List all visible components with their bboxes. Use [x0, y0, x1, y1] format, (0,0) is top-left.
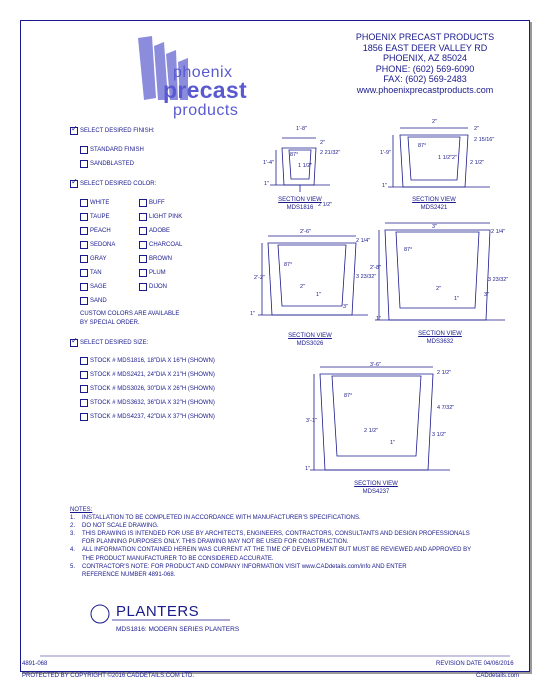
color-sand-label: SAND [90, 298, 107, 304]
color-adobe-label: ADOBE [149, 228, 171, 234]
mds4237-code: MDS4237 [362, 488, 390, 495]
mds3632-rim-dim: 2 1/4" [491, 229, 506, 235]
note-text: FOR PLANNING PURPOSES ONLY. THIS DRAWING MAY NOT BE USED FOR CONSTRUCTION. [82, 539, 349, 546]
mds3026-base2-dim: 3" [343, 304, 349, 310]
company-website[interactable]: www.phoenixprecastproducts.com [356, 84, 494, 95]
color-dijon-label: DIJON [149, 284, 167, 290]
size-mds1816-label: STOCK # MDS1816, 18"DIA X 16"H (SHOWN) [90, 358, 215, 364]
note-text: THIS DRAWING IS INTENDED FOR USE BY ARCHITECTS, ENGINEERS, CONTRACTORS, CONSULTANTS AND DESIGN PROFESSIONALS [82, 531, 470, 538]
mds4237-bottom-dim: 1" [305, 466, 311, 472]
finish-standard-label: STANDARD FINISH [90, 147, 144, 153]
logo-text-precast: precast [163, 77, 247, 103]
mds3026-planter-inner [278, 245, 346, 306]
mds3632-planter-outline [385, 230, 490, 320]
caddetails-link[interactable]: CADdetails.com [476, 673, 520, 679]
mds4237-rim-dim: 2 1/2" [437, 370, 452, 376]
mds3632-height-dim: 2'-8" [370, 265, 381, 271]
color-charcoal-label: CHARCOAL [149, 242, 183, 248]
page-title: PLANTERS [116, 603, 200, 620]
note-4 [70, 546, 471, 554]
mds3632-section-label: SECTION VIEW [418, 331, 462, 337]
custom-colors-note-2: BY SPECIAL ORDER. [80, 320, 140, 326]
note-number: 4. [70, 547, 76, 554]
mds3632-top-dim: 3" [432, 224, 438, 230]
note-text: ALL INFORMATION CONTAINED HEREIN WAS CURRENT AT THE TIME OF DEVELOPMENT BUT MUST BE REVIEWED AND APPROVED BY [82, 547, 472, 554]
mds4237-base-dim: 1" [390, 440, 396, 446]
mds2421-top-dim: 2" [432, 119, 438, 125]
mds3632-angle: 87° [404, 247, 413, 253]
mds4237-caption [346, 481, 406, 496]
mds4237-planter-inner [332, 376, 421, 456]
mds3026-height-dim: 2'-2" [254, 275, 265, 281]
note-number: 5. [70, 563, 76, 570]
color-peach-label: PEACH [90, 228, 111, 234]
note-text: THE PRODUCT MANUFACTURER TO BE CONSIDERED ACCURATE. [82, 555, 274, 562]
mds2421-inner-dim: 1 1/2" [438, 155, 453, 161]
size-mds4237-label: STOCK # MDS4237, 42"DIA X 37"H (SHOWN) [90, 414, 215, 420]
mds3632-code: MDS3632 [426, 338, 454, 345]
mds2421-caption [404, 197, 464, 212]
mds4237-base2-dim: 3 1/2" [432, 432, 447, 438]
copyright-text: PROTECTED BY COPYRIGHT ©2016 CADDETAILS.COM LTD. [22, 673, 195, 679]
size-heading: SELECT DESIRED SIZE: [80, 340, 149, 346]
mds3026-inner-dim: 2" [300, 284, 306, 290]
mds3632-caption [410, 331, 470, 346]
notes-block [70, 506, 471, 579]
mds4237-angle: 87° [344, 393, 353, 399]
mds2421-base-dim: 2" [452, 155, 458, 161]
mds1816-inner-dim: 1 1/2" [298, 163, 313, 169]
mds4237-height-dim: 3'-1" [306, 418, 317, 424]
size-mds3026-label: STOCK # MDS3026, 30"DIA X 26"H (SHOWN) [90, 386, 215, 392]
mds2421-base2-dim: 2 1/2" [470, 160, 485, 166]
color-sage-label: SAGE [90, 284, 107, 290]
mds3026-code: MDS3026 [296, 340, 324, 347]
note-3-cont [70, 538, 471, 546]
mds1816-caption [270, 197, 333, 212]
mds4237-depth-dim: 4 7/32" [437, 405, 455, 411]
revision-date: REVISION DATE 04/06/2016 [436, 661, 514, 667]
mds1816-base2-dim: 2 1/2" [318, 202, 333, 208]
mds1816-depth-dim: 2 21/32" [320, 150, 341, 156]
mds1816-code: MDS1816 [286, 204, 314, 211]
company-fax: FAX: (602) 569-2483 [383, 74, 467, 84]
mds1816-height-dim: 1'-4" [263, 160, 274, 166]
mds3632-depth-dim: 3 23/32" [488, 277, 509, 283]
mds3026-depth-dim: 3 23/32" [356, 274, 377, 280]
note-text: CONTRACTOR'S NOTE: FOR PRODUCT AND COMPANY INFORMATION VISIT www.CADdetails.com/info AND ENTER [82, 563, 407, 570]
mds2421-planter-outline [400, 135, 468, 187]
mds3632-bottom-dim: 1" [376, 316, 382, 322]
size-mds3632-label: STOCK # MDS3632, 36"DIA X 32"H (SHOWN) [90, 400, 215, 406]
mds3632-base2-dim: 3" [484, 292, 490, 298]
note-2 [70, 522, 471, 530]
size-mds2421-label: STOCK # MDS2421, 24"DIA X 21"H (SHOWN) [90, 372, 215, 378]
color-heading: SELECT DESIRED COLOR: [80, 181, 157, 187]
company-name: PHOENIX PRECAST PRODUCTS [355, 32, 495, 42]
mds4237-top-dim: 3'-6" [370, 362, 381, 368]
mds1816-bottom-dim: 1" [264, 181, 270, 187]
finish-sandblasted-label: SANDBLASTED [90, 161, 135, 167]
mds2421-height-dim: 1'-9" [380, 150, 391, 156]
color-gray-label: GRAY [90, 256, 107, 262]
note-number: 2. [70, 523, 76, 530]
mds3026-top-dim: 2'-6" [300, 229, 311, 235]
note-number: 1. [70, 515, 76, 522]
note-5 [70, 563, 471, 571]
company-phone: PHONE: (602) 569-6090 [375, 63, 475, 74]
color-white-label: WHITE [90, 200, 110, 206]
note-3 [70, 530, 471, 538]
color-plum-label: PLUM [149, 270, 166, 276]
note-number: 3. [70, 531, 76, 538]
title-circle-icon [91, 605, 109, 623]
mds1816-top-dim: 1'-8" [296, 126, 307, 132]
color-taupe-label: TAUPE [90, 214, 110, 220]
mds3632-planter-inner [396, 232, 479, 308]
company-address2: PHOENIX, AZ 85024 [382, 53, 468, 63]
mds1816-angle: 87° [290, 152, 299, 158]
finish-heading: SELECT DESIRED FINISH: [80, 128, 155, 134]
notes-heading: NOTES: [70, 507, 93, 513]
mds3026-section-label: SECTION VIEW [288, 333, 332, 339]
note-5-cont [70, 571, 471, 579]
page-subtitle: MDS1816: MODERN SERIES PLANTERS [116, 626, 240, 633]
mds4237-section-label: SECTION VIEW [354, 481, 398, 487]
note-text: DO NOT SCALE DRAWING. [82, 523, 159, 530]
mds3026-rim-dim: 2 1/4" [356, 238, 371, 244]
note-4-cont [70, 555, 471, 563]
color-sedona-label: SEDONA [90, 242, 116, 248]
logo-text-phoenix: phoenix [173, 64, 233, 81]
color-buff-label: BUFF [149, 200, 165, 206]
company-address1: 1856 EAST DEER VALLEY RD [362, 42, 488, 53]
mds3026-bottom-dim: 1" [250, 311, 256, 317]
mds2421-code: MDS2421 [420, 204, 448, 211]
mds1816-section-label: SECTION VIEW [278, 197, 322, 203]
mds2421-bottom-dim: 1" [382, 183, 388, 189]
color-light-pink-label: LIGHT PINK [149, 214, 183, 220]
mds3026-angle: 87° [284, 262, 293, 268]
reference-number: 4891-068 [22, 661, 48, 667]
mds3026-base-dim: 1" [316, 292, 322, 298]
mds2421-depth-dim: 2 15/16" [474, 137, 495, 143]
note-text: INSTALLATION TO BE COMPLETED IN ACCORDANCE WITH MANUFACTURER'S SPECIFICATIONS. [82, 515, 361, 522]
note-text: REFERENCE NUMBER 4891-068. [82, 571, 176, 578]
note-1 [70, 514, 471, 522]
color-tan-label: TAN [90, 270, 102, 276]
mds4237-inner-dim: 2 1/2" [364, 428, 379, 434]
mds3632-base-dim: 1" [454, 296, 460, 302]
color-brown-label: BROWN [149, 256, 172, 262]
mds3026-caption [280, 333, 340, 348]
custom-colors-note-1: CUSTOM COLORS ARE AVAILABLE [80, 311, 180, 317]
mds2421-angle: 87° [418, 143, 427, 149]
logo-text-products: products [173, 102, 239, 119]
mds2421-rim-dim: 2" [474, 126, 480, 132]
mds1816-rim-dim: 2" [320, 140, 326, 146]
mds3632-inner-dim: 2" [436, 286, 442, 292]
mds2421-section-label: SECTION VIEW [412, 197, 456, 203]
